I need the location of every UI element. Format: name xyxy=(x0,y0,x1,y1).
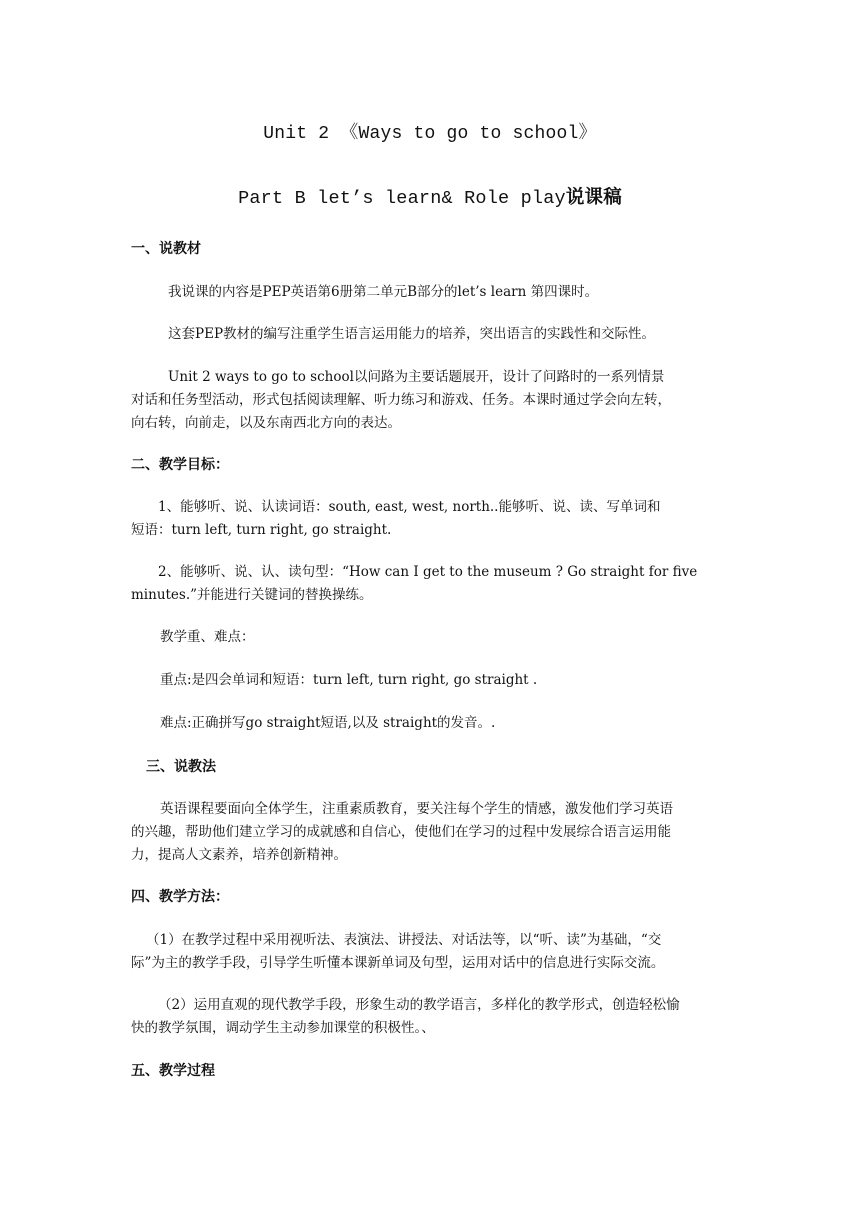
section-heading-objectives: 二、教学目标： xyxy=(131,457,229,473)
document-subtitle xyxy=(0,183,860,209)
paragraph-line: 快的教学氛围，调动学生主动参加课堂的积极性。、 xyxy=(131,1020,435,1036)
paragraph-line: （1）在教学过程中采用视听法、表演法、讲授法、对话法等，以“听、读”为基础，“交 xyxy=(146,932,662,948)
section-heading-textbook: 一、说教材 xyxy=(131,241,201,257)
difficult-point-text: 难点:正确拼写go straight短语,以及 straight的发音。. xyxy=(160,715,496,731)
paragraph-line: minutes.”并能进行关键词的替换操练。 xyxy=(131,587,373,603)
paragraph-line: 向右转，向前走，以及东南西北方向的表达。 xyxy=(131,415,401,431)
paragraph-line: （2）运用直观的现代教学手段，形象生动的教学语言，多样化的教学形式，创造轻松愉 xyxy=(158,997,680,1013)
paragraph-line: 短语：turn left, turn right, go straight. xyxy=(131,522,392,538)
document-title: Unit 2 《Ways to go to school》 xyxy=(263,124,597,144)
paragraph-line: 2、能够听、说、认、读句型：“How can I get to the museum ? Go straight for five xyxy=(158,564,698,580)
paragraph-line: 英语课程要面向全体学生，注重素质教育，要关注每个学生的情感，激发他们学习英语 xyxy=(160,801,673,817)
section1-paragraph-1: 我说课的内容是PEP英语第6册第二单元B部分的let’s learn 第四课时。 xyxy=(168,284,599,300)
section-heading-teaching-approach: 四、教学方法： xyxy=(131,889,229,905)
subtitle-chinese: 说课稿 xyxy=(565,187,622,208)
paragraph-line: Unit 2 ways to go to school以问路为主要话题展开，设计了问路时的一系列情景 xyxy=(168,369,665,385)
paragraph-line: 1、能够听、说、认读词语：south, east, west, north..能够听、说、读、写单词和 xyxy=(158,499,661,515)
key-point-text: 重点:是四会单词和短语：turn left, turn right, go straight . xyxy=(160,672,538,688)
paragraph-line: 对话和任务型活动，形式包括阅读理解、听力练习和游戏、任务。本课时通过学会向左转， xyxy=(131,392,671,408)
paragraph-line: 力，提高人文素养，培养创新精神。 xyxy=(131,847,347,863)
paragraph-line: 的兴趣，帮助他们建立学习的成就感和自信心，使他们在学习的过程中发展综合语言运用能 xyxy=(131,824,671,840)
section-heading-teaching-method: 三、说教法 xyxy=(146,759,216,775)
paragraph-line: 际”为主的教学手段，引导学生听懂本课新单词及句型，运用对话中的信息进行实际交流。 xyxy=(131,955,665,971)
key-points-label: 教学重、难点： xyxy=(160,629,255,645)
section1-paragraph-2: 这套PEP教材的编写注重学生语言运用能力的培养，突出语言的实践性和交际性。 xyxy=(168,326,656,342)
section-heading-teaching-process: 五、教学过程 xyxy=(131,1063,215,1079)
subtitle-english: Part B let’s learn& Role play xyxy=(238,188,566,209)
